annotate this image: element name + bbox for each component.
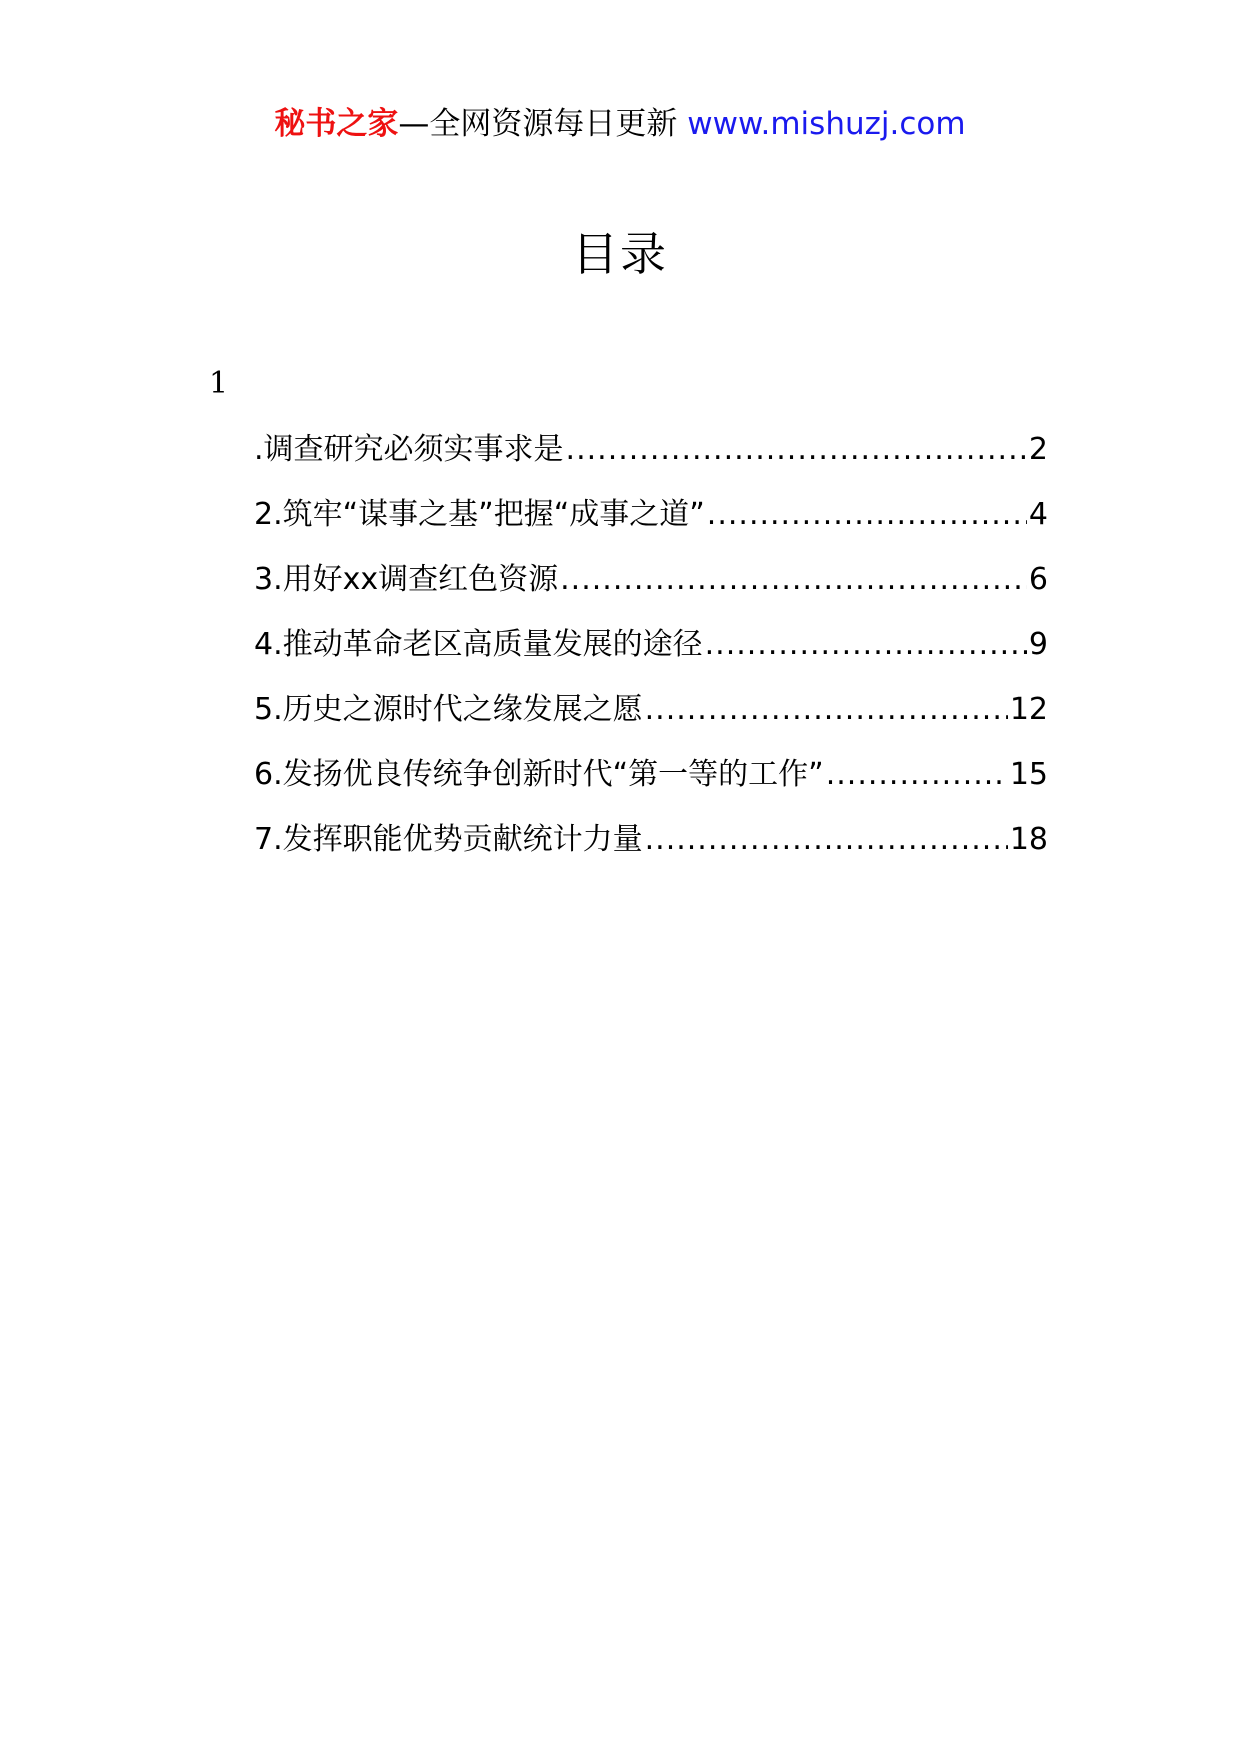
toc-entry-1[interactable]	[254, 428, 1048, 493]
toc-entry-3[interactable]	[254, 558, 1048, 623]
toc-entry-label: .调查研究必须实事求是	[254, 432, 564, 467]
toc-entry-label: 4.推动革命老区高质量发展的途径	[254, 627, 703, 662]
toc-entry-label: 3.用好xx调查红色资源	[254, 562, 559, 597]
site-header	[0, 100, 1240, 148]
toc-entry-label: 7.发挥职能优势贡献统计力量	[254, 822, 643, 857]
toc-dot-leader	[560, 558, 1027, 602]
toc-entry-page: 6	[1028, 562, 1048, 597]
table-of-contents	[254, 428, 1048, 883]
site-url-link[interactable]: www.mishuzj.com	[687, 106, 966, 142]
brand-name: 秘书之家	[274, 106, 399, 142]
toc-entry-label: 2.筑牢“谋事之基”把握“成事之道”	[254, 497, 705, 532]
toc-entry-5[interactable]	[254, 688, 1048, 753]
toc-dot-leader	[645, 688, 1008, 732]
toc-entry-6[interactable]	[254, 753, 1048, 818]
toc-entry-label: 6.发扬优良传统争创新时代“第一等的工作”	[254, 757, 824, 792]
toc-dot-leader	[705, 623, 1027, 667]
toc-dot-leader	[566, 428, 1027, 472]
toc-dot-leader	[645, 818, 1008, 862]
toc-entry-label: 5.历史之源时代之缘发展之愿	[254, 692, 643, 727]
toc-entry-page: 15	[1009, 757, 1048, 792]
header-slogan: —全网资源每日更新	[398, 106, 688, 142]
toc-entry-page: 9	[1028, 627, 1048, 662]
toc-entry-page: 18	[1009, 822, 1048, 857]
toc-entry-2[interactable]	[254, 493, 1048, 558]
toc-dot-leader	[707, 493, 1027, 537]
stray-page-number: 1	[209, 366, 229, 401]
page-title: 目录	[572, 227, 668, 281]
toc-entry-page: 2	[1028, 432, 1048, 467]
toc-entry-page: 4	[1028, 497, 1048, 532]
toc-dot-leader	[826, 753, 1008, 797]
toc-entry-4[interactable]	[254, 623, 1048, 688]
toc-entry-page: 12	[1009, 692, 1048, 727]
toc-entry-7[interactable]	[254, 818, 1048, 883]
